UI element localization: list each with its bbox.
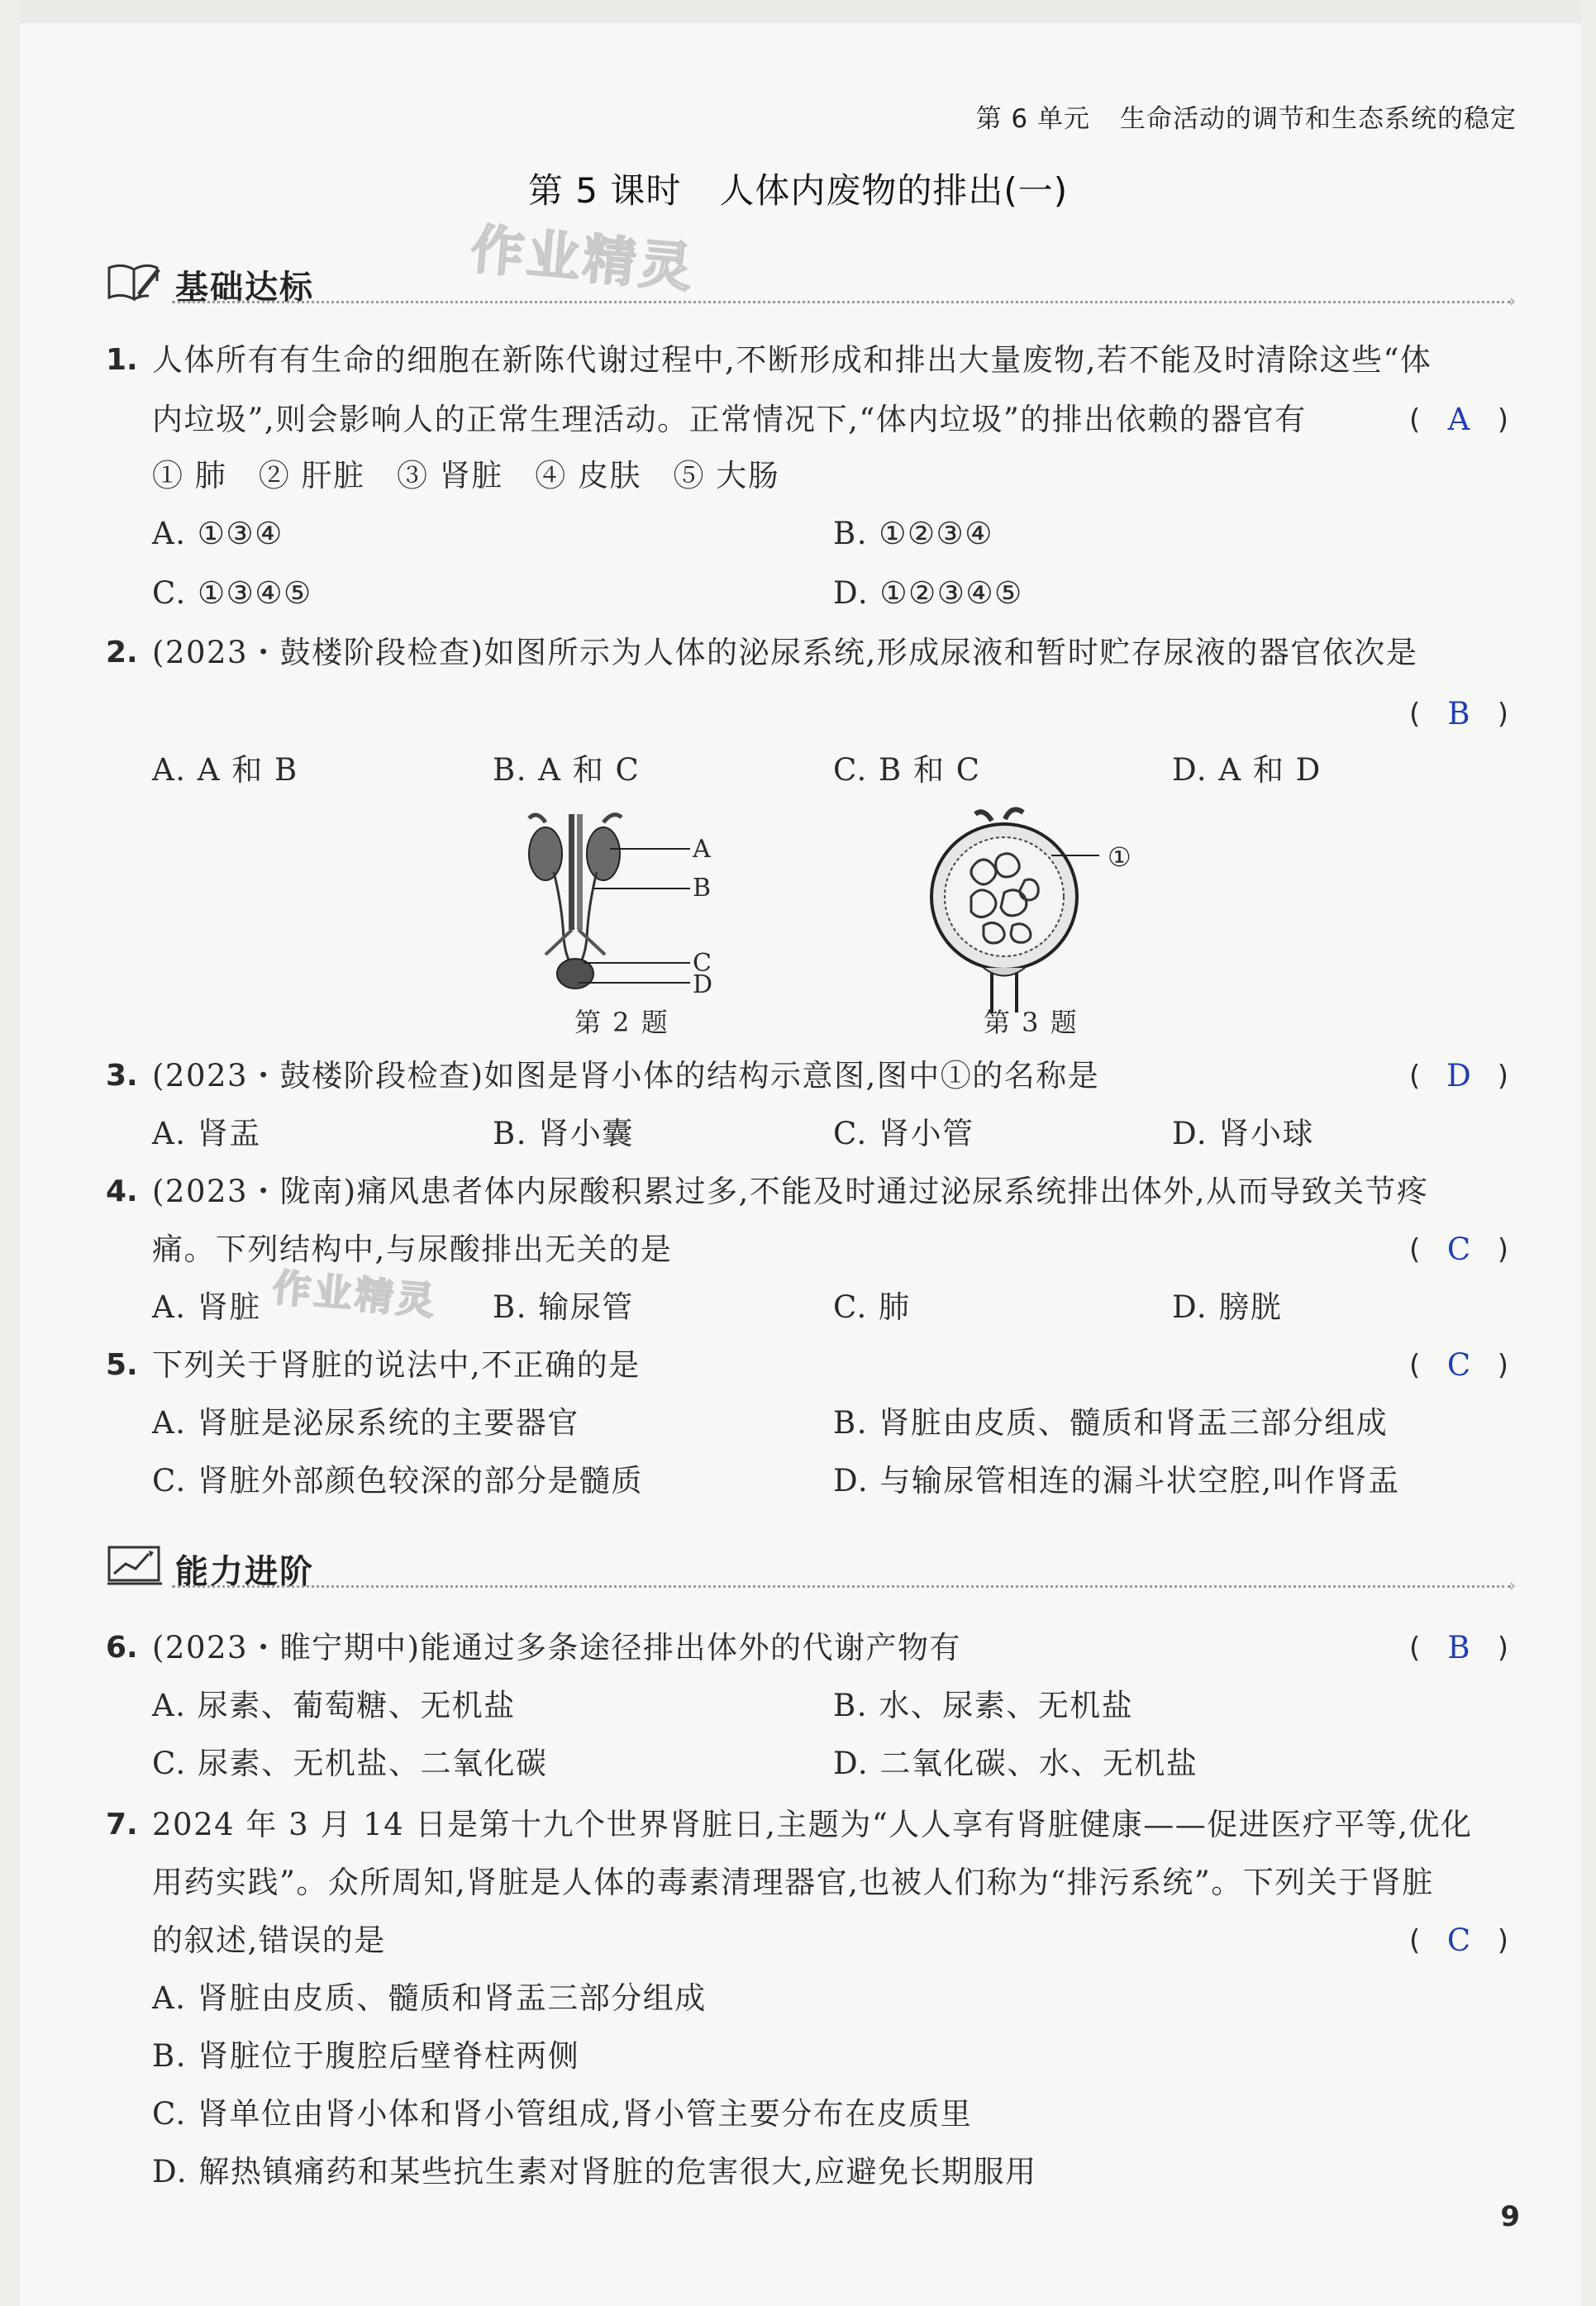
option: A. 肾盂 (152, 1116, 261, 1151)
lesson-number: 第 5 课时 (527, 170, 682, 211)
section-advanced (106, 1541, 1516, 1595)
arrow-right-icon: › (1509, 291, 1516, 311)
option: B. 水、尿素、无机盐 (833, 1688, 1134, 1723)
lesson-title (0, 164, 1596, 213)
question-number: 3. (106, 1059, 138, 1093)
option: D. 膀胱 (1172, 1289, 1283, 1325)
figure-label: A (693, 835, 712, 864)
option: B. ①②③④ (833, 516, 993, 551)
question-text: 人体所有有生命的细胞在新陈代谢过程中,不断形成和排出大量废物,若不能及时清除这些“体 (152, 342, 1432, 378)
option: C. ①③④⑤ (152, 575, 312, 611)
option: D. 与输尿管相连的漏斗状空腔,叫作肾盂 (833, 1463, 1400, 1498)
section-title: 基础达标 (175, 269, 314, 307)
unit-label: 第 6 单元 (975, 104, 1090, 134)
question-number: 2. (106, 636, 138, 669)
option: A. 尿素、葡萄糖、无机盐 (152, 1688, 516, 1723)
figure-caption: 第 2 题 (574, 1007, 669, 1038)
option: D. 解热镇痛药和某些抗生素对肾脏的危害很大,应避免长期服用 (152, 2154, 1037, 2189)
renal-corpuscle-figure (926, 806, 1141, 1017)
option: A. 肾脏是泌尿系统的主要器官 (152, 1405, 579, 1441)
option: C. 肾单位由肾小体和肾小管组成,肾小管主要分布在皮质里 (152, 2096, 973, 2132)
page-header (976, 98, 1517, 135)
unit-topic: 生命活动的调节和生态系统的稳定 (1120, 104, 1517, 134)
book-pencil-icon (106, 256, 165, 307)
answer-value: B (1447, 696, 1470, 731)
question-text: (2023・陇南)痛风患者体内尿酸积累过多,不能及时通过泌尿系统排出体外,从而导致关节疼 (152, 1174, 1429, 1209)
section-divider (172, 1585, 1511, 1588)
option: C. 肾小管 (833, 1116, 974, 1151)
option: D. ①②③④⑤ (833, 575, 1023, 611)
urinary-system-figure (521, 806, 719, 996)
question-number: 4. (106, 1174, 138, 1208)
option: C. 肾脏外部颜色较深的部分是髓质 (152, 1463, 644, 1498)
lesson-name: 人体内废物的排出(一) (719, 170, 1069, 211)
option: D. 二氧化碳、水、无机盐 (833, 1746, 1198, 1781)
option: A. ①③④ (152, 516, 283, 551)
question-text: (2023・鼓楼阶段检查)如图是肾小体的结构示意图,图中①的名称是 (152, 1058, 1100, 1093)
chart-growth-icon (106, 1541, 165, 1592)
answer-value: D (1446, 1058, 1471, 1093)
figure-label: C (693, 949, 713, 978)
section-divider (172, 301, 1511, 303)
question-text: (2023・睢宁期中)能通过多条途径排出体外的代谢产物有 (152, 1630, 962, 1665)
option: A. 肾脏由皮质、髓质和肾盂三部分组成 (152, 1980, 707, 2016)
answer-value: A (1447, 402, 1470, 437)
option: B. 输尿管 (493, 1289, 634, 1325)
option: B. 肾小囊 (493, 1116, 634, 1151)
option: C. B 和 C (833, 752, 981, 788)
question-number: 1. (106, 343, 138, 377)
question-text: 痛。下列结构中,与尿酸排出无关的是 (152, 1232, 673, 1267)
option: D. 肾小球 (1172, 1116, 1314, 1151)
option: A. 肾脏 (152, 1289, 261, 1325)
figure-label: ① (1108, 841, 1133, 873)
section-title: 能力进阶 (175, 1553, 314, 1591)
answer-value: B (1447, 1630, 1470, 1665)
answer-value: C (1446, 1922, 1471, 1958)
option: A. A 和 B (152, 752, 298, 788)
figure-caption: 第 3 题 (984, 1007, 1079, 1038)
question-text: 2024 年 3 月 14 日是第十九个世界肾脏日,主题为“人人享有肾脏健康——促进医疗平等,优化 (152, 1807, 1473, 1842)
figure-label: D (693, 970, 715, 999)
question-text: 的叙述,错误的是 (152, 1922, 386, 1958)
answer-value: C (1446, 1347, 1471, 1383)
question-number: 6. (106, 1631, 138, 1665)
page-edge-right (1581, 0, 1596, 2306)
figure-label: B (693, 874, 713, 903)
option: B. 肾脏由皮质、髓质和肾盂三部分组成 (833, 1405, 1389, 1441)
option: D. A 和 D (1172, 752, 1322, 788)
page-number: 9 (1500, 2200, 1520, 2233)
question-text: 用药实践”。众所周知,肾脏是人体的毒素清理器官,也被人们称为“排污系统”。下列关于肾脏 (152, 1865, 1434, 1900)
question-text: 下列关于肾脏的说法中,不正确的是 (152, 1347, 641, 1383)
option: C. 肺 (833, 1289, 911, 1325)
section-basic (106, 256, 1516, 311)
page-edge-top (0, 0, 1596, 23)
question-choices: ① 肺 ② 肝脏 ③ 肾脏 ④ 皮肤 ⑤ 大肠 (152, 458, 780, 493)
option: B. 肾脏位于腹腔后壁脊柱两侧 (152, 2038, 580, 2074)
question-text: (2023・鼓楼阶段检查)如图所示为人体的泌尿系统,形成尿液和暂时贮存尿液的器官依次是 (152, 635, 1418, 670)
option: B. A 和 C (493, 752, 641, 788)
page-edge-left (0, 0, 20, 2306)
watermark: 作业精灵 (468, 219, 698, 300)
question-text: 内垃圾”,则会影响人的正常生理活动。正常情况下,“体内垃圾”的排出依赖的器官有 (152, 402, 1307, 437)
option: C. 尿素、无机盐、二氧化碳 (152, 1746, 548, 1781)
watermark: 作业精灵 (270, 1265, 440, 1324)
answer-value: C (1446, 1232, 1471, 1267)
question-number: 5. (106, 1348, 138, 1382)
arrow-right-icon: › (1509, 1575, 1516, 1595)
question-number: 7. (106, 1808, 138, 1841)
